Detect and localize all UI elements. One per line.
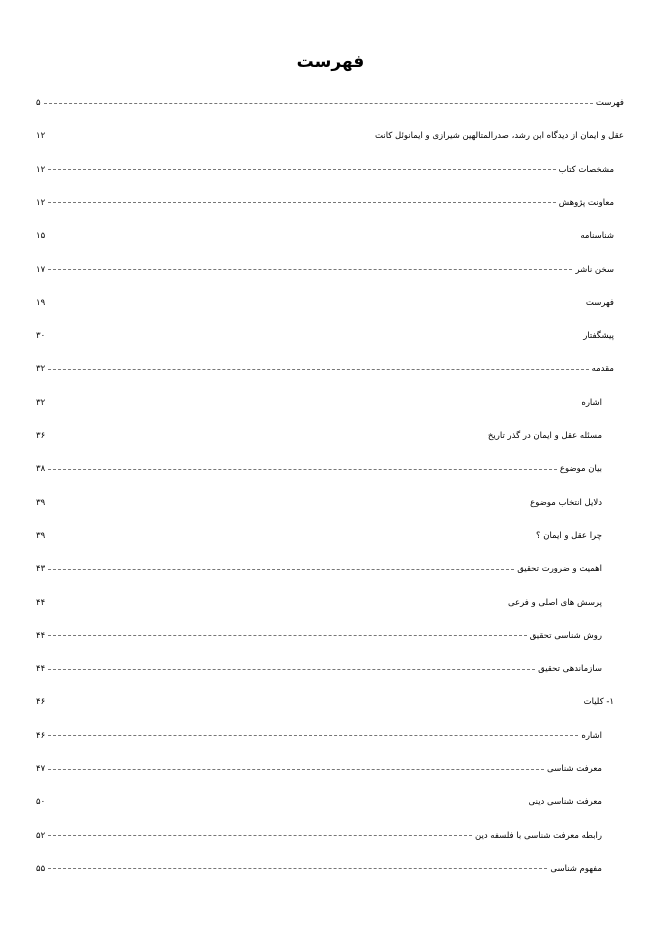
toc-entry-title: بیان موضوع (559, 464, 602, 475)
toc-entry[interactable] (36, 328, 624, 344)
toc-entry-title: ۱- کلیات (583, 697, 614, 708)
dot-leader (44, 103, 593, 104)
toc-entry[interactable] (36, 262, 624, 278)
toc-entry[interactable] (36, 628, 624, 644)
dot-leader (48, 169, 555, 170)
toc-entry[interactable] (36, 861, 624, 877)
toc-page-number: ۳۲ (36, 364, 46, 375)
dot-leader (48, 469, 557, 470)
toc-entry-title: مشخصات کتاب (558, 164, 614, 175)
toc-page-number: ۵۲ (36, 830, 46, 841)
toc-entry-title: اشاره (581, 730, 602, 741)
toc-entry[interactable] (36, 228, 624, 244)
toc-page-number: ۴۷ (36, 764, 46, 774)
toc-entry-title: روش شناسی تحقیق (529, 630, 602, 641)
toc-entry[interactable] (36, 128, 624, 144)
dot-leader (48, 635, 527, 636)
toc-entry[interactable] (36, 95, 624, 111)
dot-leader (48, 735, 578, 736)
toc-entry-title: چرا عقل و ایمان ؟ (535, 530, 602, 541)
toc-entry[interactable] (36, 661, 624, 677)
toc-page-number: ۴۴ (36, 597, 46, 608)
toc-page-number: ۳۲ (36, 397, 46, 408)
toc-page-number: ۵۵ (36, 863, 46, 874)
toc-page-number: ۱۹ (36, 297, 46, 308)
toc-page-number: ۴۴ (36, 664, 46, 675)
toc-page-number: ۴۴ (36, 630, 46, 641)
toc-page-number: ۵۰ (36, 797, 46, 808)
toc-entry-title: معرفت شناسی دینی (528, 797, 602, 808)
dot-leader (48, 569, 514, 570)
toc-page-number: ۴۳ (36, 564, 46, 575)
toc-page-number: ۱۵ (36, 231, 46, 242)
toc-entry-title: اشاره (581, 397, 602, 408)
toc-page-number: ۱۲ (36, 131, 46, 142)
toc-entry[interactable] (36, 495, 624, 511)
dot-leader (48, 369, 588, 370)
toc-entry-title: عقل و ایمان از دیدگاه ابن رشد، صدرالمتالهین شیرازی و ایمانوئل کانت (375, 131, 624, 142)
toc-entry-title: مقدمه (591, 364, 614, 375)
toc-entry-title: فهرست (595, 98, 624, 108)
toc-entry[interactable] (36, 195, 624, 211)
toc-entry[interactable] (36, 295, 624, 311)
toc-page-number: ۳۶ (36, 431, 46, 441)
toc-entry[interactable] (36, 761, 624, 777)
dot-leader (48, 835, 472, 836)
toc-entry-title: مسئله عقل و ایمان در گذر تاریخ (487, 431, 602, 441)
dot-leader (48, 769, 544, 770)
dot-leader (48, 202, 556, 203)
toc-page-number: ۳۸ (36, 464, 46, 475)
toc-page-number: ۵ (36, 98, 41, 108)
dot-leader (48, 669, 535, 670)
toc-page-number: ۱۷ (36, 264, 46, 275)
toc-entry[interactable] (36, 595, 624, 611)
toc-entry-title: رابطه معرفت شناسی با فلسفه دین (474, 830, 602, 841)
toc-entry[interactable] (36, 461, 624, 477)
toc-entry[interactable] (36, 794, 624, 810)
toc-entry[interactable] (36, 528, 624, 544)
toc-entry[interactable] (36, 561, 624, 577)
toc-entry[interactable] (36, 395, 624, 411)
toc-entry[interactable] (36, 428, 624, 444)
toc-entry-title: پرسش های اصلی و فرعی (507, 597, 602, 608)
toc-page-number: ۱۲ (36, 164, 46, 175)
toc-entry[interactable] (36, 361, 624, 377)
toc-page-number: ۴۶ (36, 730, 46, 741)
toc-entry-title: سخن ناشر (575, 264, 614, 275)
toc-entry-title: اهمیت و ضرورت تحقیق (517, 564, 602, 575)
toc-entry[interactable] (36, 694, 624, 710)
dot-leader (48, 269, 572, 270)
toc-entry-title: فهرست (585, 297, 614, 308)
dot-leader (48, 868, 547, 869)
toc-page-number: ۳۹ (36, 530, 46, 541)
toc-page-number: ۳۰ (36, 331, 46, 342)
toc-entry[interactable] (36, 162, 624, 178)
toc-entry-title: دلایل انتخاب موضوع (530, 497, 602, 508)
toc-entry-title: معاونت پژوهش (558, 197, 614, 208)
page-title: فهرست (296, 52, 365, 72)
toc-page-number: ۱۲ (36, 197, 46, 208)
toc-page-number: ۳۹ (36, 497, 46, 508)
toc-page-number: ۴۶ (36, 697, 46, 708)
toc-entry[interactable] (36, 828, 624, 844)
toc-entry-title: پیشگفتار (583, 331, 614, 342)
toc-entry-title: مفهوم شناسی (550, 863, 602, 874)
toc-entry-title: معرفت شناسی (547, 764, 602, 774)
toc-entry[interactable] (36, 728, 624, 744)
toc-entry-title: شناسنامه (580, 231, 614, 242)
toc-entry-title: سازماندهی تحقیق (538, 664, 602, 675)
